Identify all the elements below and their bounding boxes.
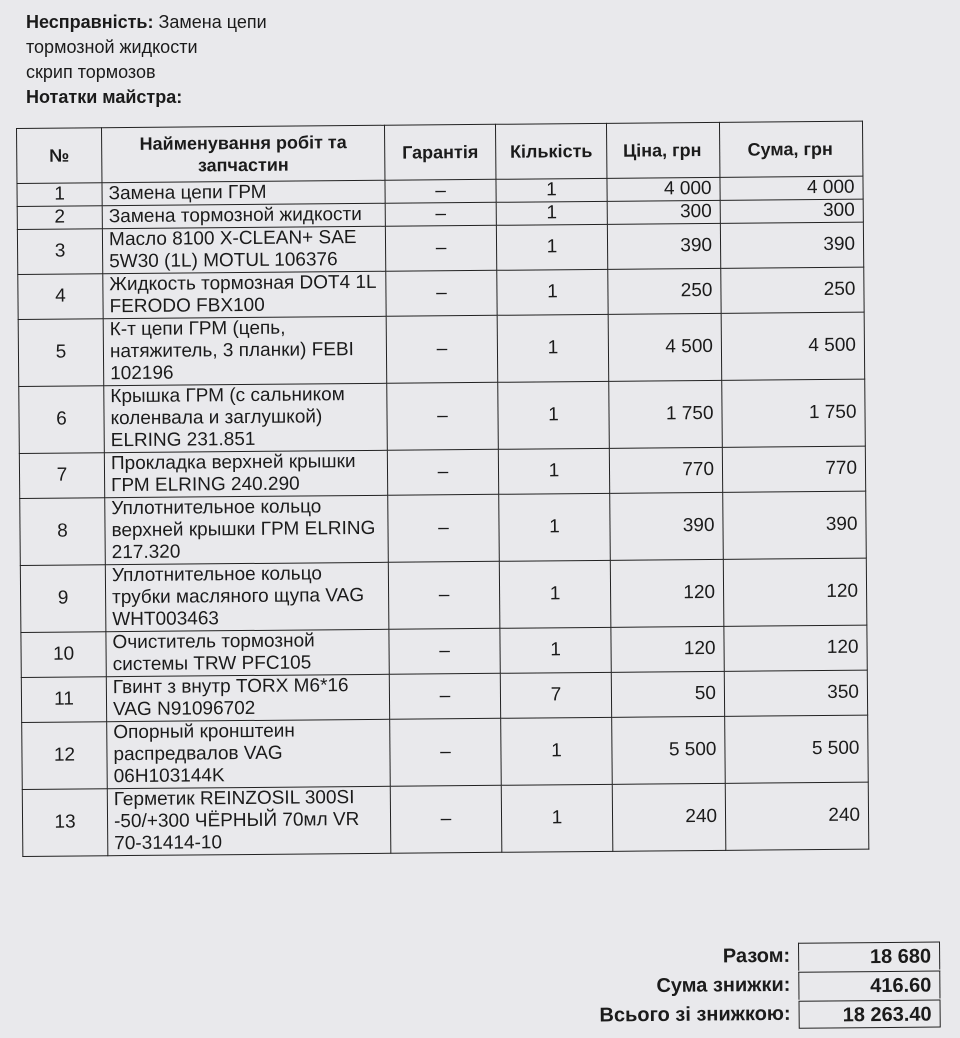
row-name: Опорный кронштеин распредвалов VAG 06H103144K [107, 719, 391, 788]
table-row [20, 491, 867, 565]
row-name: Уплотнительное кольцо верхней крышки ГРМ ELRING 217.320 [105, 495, 389, 564]
row-price: 5 500 [612, 716, 726, 784]
row-warranty: – [387, 449, 498, 495]
row-price: 390 [610, 492, 724, 560]
totals-value: 18 680 [798, 941, 940, 970]
row-warranty: – [390, 718, 502, 786]
totals-label: Всього зі знижкою: [599, 1002, 791, 1027]
fault-text-1: Замена цепи [158, 12, 267, 32]
row-quantity: 7 [500, 672, 611, 718]
row-quantity: 1 [501, 784, 613, 852]
col-header-name: Найменування робіт та запчастин [102, 125, 385, 182]
notes-label: Нотатки майстра: [26, 87, 183, 107]
table-row [19, 446, 865, 498]
row-price: 4 000 [607, 177, 720, 201]
row-number: 4 [18, 274, 103, 320]
row-quantity: 1 [496, 178, 607, 202]
row-quantity: 1 [496, 201, 607, 225]
row-warranty: – [386, 270, 497, 316]
row-quantity: 1 [499, 493, 611, 561]
table-row [22, 782, 869, 856]
row-sum: 390 [720, 222, 863, 268]
row-warranty: – [389, 628, 500, 674]
row-price: 120 [611, 626, 724, 672]
row-quantity: 1 [498, 448, 609, 494]
totals-row [540, 970, 940, 1002]
row-warranty: – [386, 315, 498, 383]
row-quantity: 1 [499, 560, 611, 628]
totals-label: Разом: [722, 944, 791, 968]
row-sum: 250 [721, 267, 864, 313]
row-sum: 120 [723, 558, 867, 626]
row-warranty: – [385, 225, 496, 271]
row-price: 250 [608, 268, 721, 314]
row-name: Замена цепи ГРМ [102, 180, 385, 205]
row-quantity: 1 [497, 314, 609, 382]
col-header-warranty: Гарантія [384, 124, 495, 180]
row-warranty: – [389, 673, 500, 719]
totals-value: 416.60 [798, 970, 940, 999]
row-number: 3 [17, 229, 102, 275]
row-number: 6 [19, 386, 105, 454]
row-quantity: 1 [497, 269, 608, 315]
row-price: 120 [610, 559, 724, 627]
fault-text-2: тормозной жидкости [26, 37, 198, 57]
totals-value: 18 263.40 [799, 999, 941, 1028]
row-name: Гвинт з внутр TORX M6*16 VAG N91096702 [106, 674, 389, 721]
totals-block [540, 941, 941, 1031]
col-header-sum: Сума, грн [719, 121, 862, 177]
row-warranty: – [385, 202, 496, 226]
row-number: 8 [20, 498, 106, 566]
table-row [18, 312, 865, 386]
col-header-number: № [17, 128, 102, 184]
row-number: 13 [22, 789, 108, 857]
row-number: 10 [21, 632, 106, 678]
row-name: Герметик REINZOSIL 300SI -50/+300 ЧЁРНЫЙ 70мл VR 70-31414-10 [107, 786, 391, 855]
row-sum: 300 [720, 199, 863, 223]
row-warranty: – [388, 561, 500, 629]
row-number: 11 [21, 677, 106, 723]
row-price: 390 [607, 223, 720, 269]
row-number: 9 [20, 565, 106, 633]
row-number: 5 [18, 319, 104, 387]
table-row [21, 670, 867, 722]
row-warranty: – [385, 179, 496, 203]
row-price: 1 750 [609, 380, 723, 448]
row-sum: 1 750 [722, 379, 866, 447]
row-price: 240 [612, 783, 726, 851]
row-quantity: 1 [498, 381, 610, 449]
row-name: Жидкость тормозная DOT4 1L FERODO FBX100 [103, 271, 386, 318]
row-warranty: – [388, 494, 500, 562]
row-sum: 770 [722, 446, 865, 492]
receipt-header [26, 10, 267, 110]
totals-row [541, 999, 941, 1031]
row-number: 7 [19, 453, 104, 499]
row-warranty: – [387, 382, 499, 450]
row-sum: 350 [724, 670, 867, 716]
table-header-row [17, 121, 863, 183]
row-name: Уплотнительное кольцо трубки масляного щупа VAG WHT003463 [105, 562, 389, 631]
row-sum: 120 [724, 625, 867, 671]
fault-line-1 [26, 10, 267, 35]
fault-text-3: скрип тормозов [26, 62, 156, 82]
row-number: 1 [17, 183, 102, 207]
totals-row [540, 941, 940, 973]
table-row [17, 222, 863, 274]
row-sum: 5 500 [725, 715, 869, 783]
row-name: Крышка ГРМ (с сальником коленвала и заглушкой) ELRING 231.851 [104, 383, 388, 452]
row-price: 50 [611, 671, 724, 717]
row-price: 770 [609, 447, 722, 493]
row-sum: 240 [725, 782, 869, 850]
row-name: К-т цепи ГРМ (цепь, натяжитель, 3 планки) FEBI 102196 [103, 316, 387, 385]
row-quantity: 1 [496, 224, 607, 270]
row-name: Очиститель тормозной системы TRW PFC105 [106, 629, 389, 676]
col-header-quantity: Кількість [495, 123, 606, 179]
row-price: 4 500 [608, 313, 722, 381]
table-row [22, 715, 869, 789]
table-row [19, 379, 866, 453]
col-header-price: Ціна, грн [606, 122, 719, 178]
table-row [20, 558, 867, 632]
row-quantity: 1 [501, 717, 613, 785]
row-name: Замена тормозной жидкости [102, 203, 385, 228]
row-name: Прокладка верхней крышки ГРМ ELRING 240.290 [104, 450, 387, 497]
works-parts-table [16, 121, 869, 857]
totals-label: Сума знижки: [656, 973, 791, 997]
row-sum: 4 000 [720, 176, 863, 200]
row-sum: 390 [723, 491, 867, 559]
table-row [18, 267, 864, 319]
row-price: 300 [607, 200, 720, 224]
table-row [21, 625, 867, 677]
row-quantity: 1 [500, 627, 611, 673]
row-name: Масло 8100 X-CLEAN+ SAE 5W30 (1L) MOTUL 106376 [102, 226, 385, 273]
fault-label: Несправність: [26, 12, 154, 32]
table-body [17, 176, 869, 856]
row-number: 2 [17, 206, 102, 230]
row-warranty: – [390, 785, 502, 853]
row-number: 12 [22, 722, 108, 790]
row-sum: 4 500 [721, 312, 865, 380]
